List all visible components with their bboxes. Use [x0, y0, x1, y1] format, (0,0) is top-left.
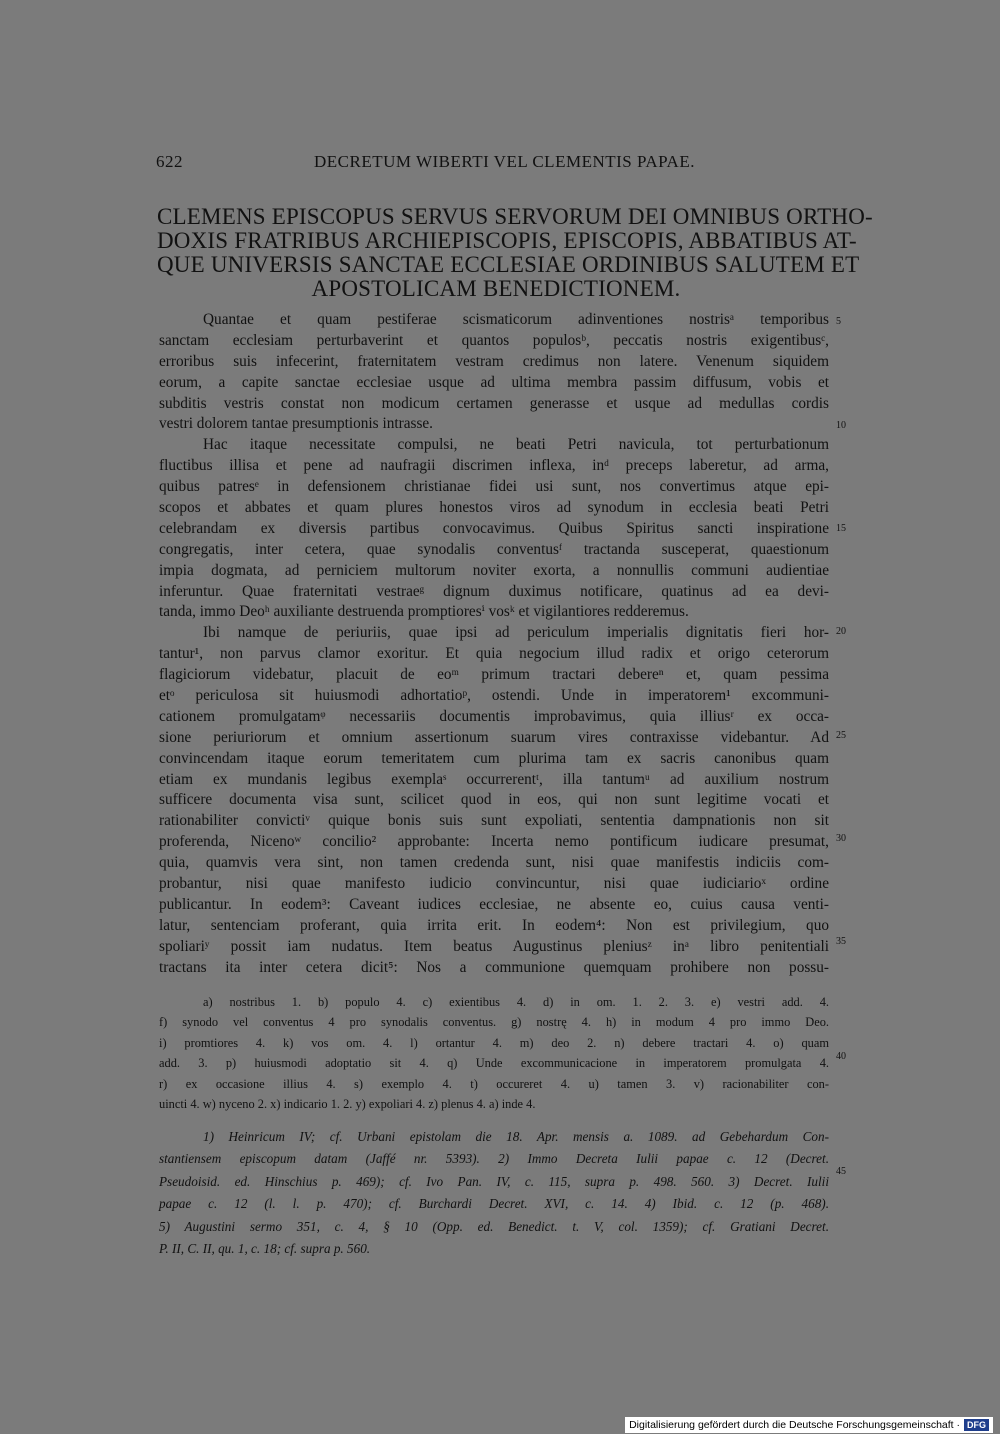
line-number: 45 [836, 1166, 846, 1177]
text-line: impia dogmata, ad perniciem multorum noviter exorta, a nonnullis communi audientiae [159, 561, 829, 579]
text-line: flagiciorum videbatur, placuit de eoᵐ primum tractari debereⁿ et, quam pessima [159, 666, 829, 684]
text-line: vestri dolorem tantae presumptionis intrasse. [159, 415, 434, 433]
text-line: probantur, nisi quae manifesto iudicio convincuntur, nisi quae iudiciarioˣ ordine [159, 875, 829, 893]
text-line: sufficere documenta visa sunt, scilicet quod in eos, qui non sunt legitime vocati et [159, 791, 829, 809]
title-line: DOXIS FRATRIBUS ARCHIEPISCOPIS, EPISCOPIS, ABBATIBUS AT- [157, 228, 857, 253]
text-line: sione periuriorum et omnium assertionum suarum vires contraxisse videbantur. Ad [159, 728, 829, 746]
text-line: fluctibus illisa et pene ad naufragii discrimen inflexa, inᵈ preceps laberetur, ad arma, [159, 457, 829, 475]
text-line: quibus patresᵉ in defensionem christianae fidei usi sunt, nos convertimus atque epi- [159, 478, 829, 496]
note-line: i) promtiores 4. k) vos om. 4. l) ortantur 4. m) deo 2. n) debere tractari 4. o) quam [159, 1035, 829, 1050]
text-line: subditis vestris constat non modicum certamen generasse et usque ad medullas cordis [159, 394, 829, 412]
title-line: QUE UNIVERSIS SANCTAE ECCLESIAE ORDINIBUS SALUTEM ET [157, 252, 860, 277]
text-line: convincendam itaque eorum temeritatem cum plurima tam ex sacris canonibus quam [159, 749, 829, 767]
note-line: r) ex occasione illius 4. s) exemplo 4. t) occureret 4. u) tamen 3. v) racionabiliter con- [159, 1076, 829, 1091]
text-line: quia, quamvis vera sint, non tamen credenda sunt, nisi quae manifestis indiciis com- [159, 854, 829, 872]
text-line: latur, sentenciam proferant, quia irrita erit. In eodem⁴: Non est privilegium, quo [159, 916, 829, 934]
text-line: erroribus suis infecerint, fraternitatem vestram credimus non latere. Venenum siquidem [159, 352, 829, 370]
critical-apparatus [159, 992, 829, 1114]
line-number: 35 [836, 936, 846, 947]
note-line: f) synodo vel conventus 4 pro synodalis conventus. g) nostrę 4. h) in modum 4 pro immo Deo. [159, 1015, 829, 1030]
text-line: spoliariʸ possit iam nudatus. Item beatus Augustinus pleniusᶻ inᵃ libro penitentiali [159, 937, 829, 955]
document-title [157, 204, 873, 301]
dfg-logo: DFG [964, 1419, 989, 1431]
line-number: 15 [836, 523, 846, 534]
footer-text: Digitalisierung gefördert durch die Deutsche Forschungsgemeinschaft · [629, 1419, 960, 1431]
note-line: add. 3. p) huiusmodi adoptatio sit 4. q) Unde excommunicacione in imperatorem promulgata 4. [159, 1056, 829, 1071]
text-line: celebrandam ex diversis partibus convocavimus. Quibus Spiritus sancti inspiratione [159, 519, 829, 537]
source-footnotes [159, 1126, 829, 1260]
title-line: APOSTOLICAM BENEDICTIONEM. [311, 276, 681, 301]
text-line: tantur¹, non parvus clamor exoritur. Et quia negocium illud radix et origo ceterorum [159, 645, 829, 663]
text-line: scopos et abbates et quam plures honestos viros ad synodum in ecclesia beati Petri [159, 499, 829, 517]
line-number: 30 [836, 833, 846, 844]
text-line: tractans ita inter cetera dicit⁵: Nos a communione quemquam prohibere non possu- [159, 958, 829, 976]
text-line: Ibi namque de periuriis, quae ipsi ad periculum imperialis dignitatis fieri hor- [203, 624, 829, 642]
text-line: tanda, immo Deoʰ auxiliante destruenda promptioresⁱ vosᵏ et vigilantiores redderemus. [159, 603, 689, 621]
text-line: inferuntur. Quae fraternitati vestraeᵍ dignum duximus notificare, quatinus ad ea devi- [159, 582, 829, 600]
title-line: CLEMENS EPISCOPUS SERVUS SERVORUM DEI OMNIBUS ORTHO- [157, 204, 873, 229]
text-line: eorum, a capite sanctae ecclesiae usque ad ultima membra passim diffusum, vobis et [159, 373, 829, 391]
note-line: a) nostribus 1. b) populo 4. c) exientibus 4. d) in om. 1. 2. 3. e) vestri add. 4. [203, 995, 829, 1009]
text-line: etiam ex mundanis legibus exemplaˢ occurrerentᵗ, illa tantumᵘ ad auxilium nostrum [159, 770, 829, 788]
line-number: 40 [836, 1051, 846, 1062]
line-number: 5 [836, 316, 841, 327]
text-line: Quantae et quam pestiferae scismaticorum adinventiones nostrisᵃ temporibus [203, 311, 829, 328]
text-line: sanctam ecclesiam perturbaverint et quantos populosᵇ, peccatis nostris exigentibusᶜ, [159, 331, 829, 349]
text-line: proferenda, Nicenoʷ concilio² approbante: Incerta nemo pontificum iudicare presumat, [159, 833, 829, 851]
line-number: 25 [836, 730, 846, 741]
funding-footer [625, 1417, 993, 1433]
note-line: P. II, C. II, qu. 1, c. 18; cf. supra p. 560. [159, 1240, 371, 1256]
line-number: 10 [836, 420, 846, 431]
text-line: cationem promulgatamᵠ necessariis documentis improbavimus, quia illiusʳ ex occa- [159, 707, 829, 725]
note-line: 5) Augustini sermo 351, c. 4, § 10 (Opp. ed. Benedict. t. V, col. 1359); cf. Gratiani Decret. [159, 1218, 829, 1234]
text-line: congregatis, inter cetera, quae synodalis conventusᶠ tractanda susceperat, quaestionum [159, 540, 829, 558]
line-number: 20 [836, 626, 846, 637]
note-line: stantiensem episcopum datam (Jaffé nr. 5393). 2) Immo Decreta Iulii papae c. 12 (Decret. [159, 1151, 829, 1167]
running-title: DECRETUM WIBERTI VEL CLEMENTIS PAPAE. [314, 152, 695, 171]
note-line: papae c. 12 (l. l. p. 470); cf. Burchardi Decret. XVI, c. 14. 4) Ibid. c. 12 (p. 468). [159, 1196, 829, 1212]
main-text [159, 310, 829, 979]
text-line: publicantur. In eodem³: Caveant iudices ecclesiae, ne absente eo, cuius causa venti- [159, 895, 829, 913]
text-line: Hac itaque necessitate compulsi, ne beati Petri navicula, tot perturbationum [203, 436, 829, 454]
text-line: rationabiliter convictiᵛ quique bonis suis sunt expoliati, sententia dampnationis non sit [159, 812, 829, 830]
page-number: 622 [156, 152, 183, 171]
note-line: uincti 4. w) nyceno 2. x) indicario 1. 2. y) expoliari 4. z) plenus 4. a) inde 4. [159, 1096, 536, 1111]
note-line: Pseudoisid. ed. Hinschius p. 469); cf. Ivo Pan. IV, c. 115, supra p. 498. 560. 3) Decret. Iulii [159, 1173, 829, 1189]
text-line: etᵒ periculosa sit huiusmodi adhortatioᵖ, ostendi. Unde in imperatorem¹ excommuni- [159, 687, 829, 705]
note-line: 1) Heinricum IV; cf. Urbani epistolam die 18. Apr. mensis a. 1089. ad Gebehardum Con- [203, 1129, 829, 1144]
